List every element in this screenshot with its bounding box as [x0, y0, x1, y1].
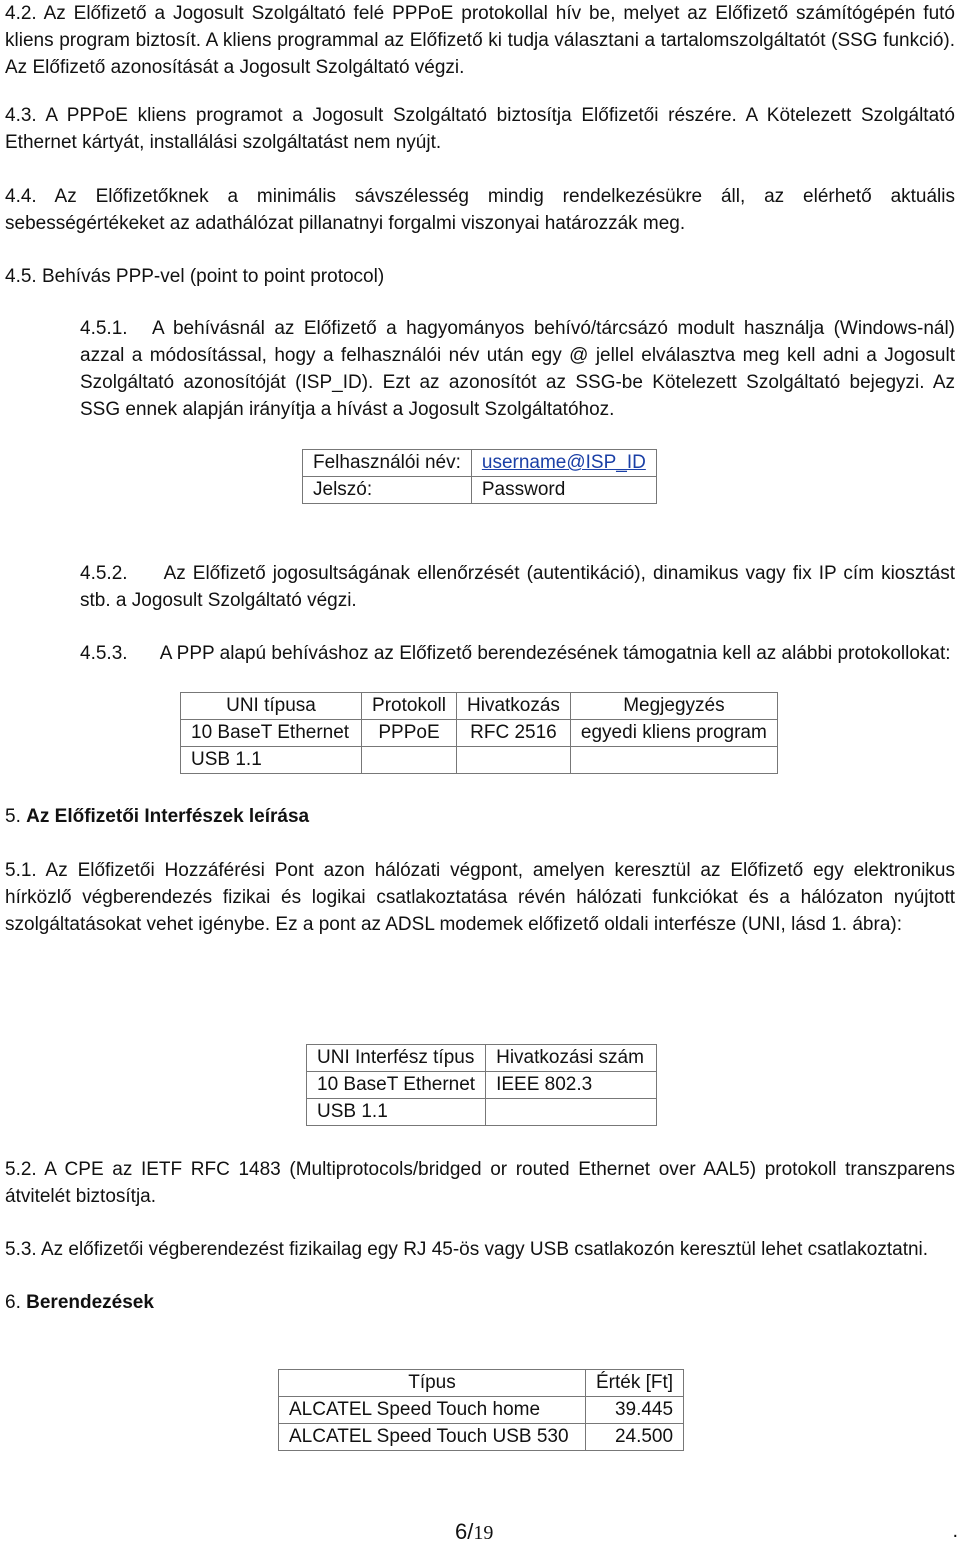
paragraph-number: 5.2.	[5, 1159, 37, 1180]
paragraph-4-5-3	[80, 640, 955, 667]
password-value: Password	[471, 477, 656, 504]
table-row	[181, 747, 778, 774]
paragraph-text: A PPP alapú behíváshoz az Előfizető berendezésének támogatnia kell az alábbi protokollokat:	[159, 643, 951, 664]
paragraph-number: 4.5.2.	[80, 563, 128, 584]
header-cell: Hivatkozási szám	[486, 1045, 657, 1072]
table-cell: 39.445	[586, 1397, 684, 1424]
section-5-heading	[5, 803, 955, 830]
paragraph-5-3	[5, 1236, 955, 1263]
paragraph-number: 5.1.	[5, 860, 37, 881]
table-cell: USB 1.1	[307, 1099, 486, 1126]
table-cell: RFC 2516	[457, 720, 571, 747]
header-cell: UNI Interfész típus	[307, 1045, 486, 1072]
paragraph-text: Az Előfizető jogosultságának ellenőrzését (autentikáció), dinamikus vagy fix IP cím kiosztást stb. a Jogosult Szolgáltató végzi.	[80, 563, 956, 611]
paragraph-5-1	[5, 857, 955, 938]
paragraph-5-2	[5, 1156, 955, 1210]
paragraph-number: 4.4.	[5, 186, 37, 207]
paragraph-number: 4.5.	[5, 266, 37, 287]
table-row	[303, 477, 657, 504]
heading-4-5	[5, 263, 955, 290]
paragraph-4-4	[5, 183, 955, 237]
paragraph-number: 4.3.	[5, 105, 37, 126]
table-row	[303, 450, 657, 477]
header-cell: Protokoll	[362, 693, 457, 720]
user-value	[471, 450, 656, 477]
heading-text: Behívás PPP-vel (point to point protocol)	[41, 266, 385, 287]
table-header-row	[181, 693, 778, 720]
table-row	[279, 1397, 684, 1424]
table-cell: egyedi kliens program	[570, 720, 777, 747]
table-cell: IEEE 802.3	[486, 1072, 657, 1099]
footer-dot: .	[952, 1520, 958, 1542]
protocol-table	[180, 692, 778, 774]
equipment-table	[278, 1369, 684, 1451]
paragraph-text: Az előfizetői végberendezést fizikailag egy RJ 45-ös vagy USB csatlakozón keresztül lehet csatlakoztatni.	[40, 1239, 929, 1260]
paragraph-text: Az Előfizetői Hozzáférési Pont azon hálózati végpont, amelyen keresztül az Előfizető egy elektronikus hírközlő végberendezés fizikai és logikai csatlakoztatása révén hálózati funkciókat és a hálózaton nyújtott szolgáltatásokat vehet igénybe. Ez a pont az ADSL modemek előfizető oldali interfésze (UNI, lásd 1. ábra):	[5, 860, 955, 935]
paragraph-4-5-1	[80, 315, 955, 423]
header-cell: UNI típusa	[181, 693, 362, 720]
section-title: Berendezések	[26, 1292, 154, 1313]
section-6-heading	[5, 1289, 955, 1316]
paragraph-number: 4.5.3.	[80, 643, 128, 664]
table-row	[307, 1072, 657, 1099]
header-cell: Típus	[279, 1370, 586, 1397]
password-label: Jelszó:	[303, 477, 472, 504]
table-cell: 10 BaseT Ethernet	[181, 720, 362, 747]
table-cell: ALCATEL Speed Touch home	[279, 1397, 586, 1424]
user-label: Felhasználói név:	[303, 450, 472, 477]
table-header-row	[307, 1045, 657, 1072]
paragraph-text: A behívásnál az Előfizető a hagyományos behívó/tárcsázó modult használja (Windows-nál) azzal a módosítással, hogy a felhasználói név után egy @ jellel elválasztva meg kell adni a Jogosult Szolgáltató azonosítóját (ISP_ID). Ezt az azonosítót az SSG-be Kötelezett Szolgáltató bejegyzi. Az SSG ennek alapján irányítja a hívást a Jogosult Szolgáltatóhoz.	[80, 318, 956, 420]
section-number: 5.	[5, 806, 21, 827]
header-cell: Megjegyzés	[570, 693, 777, 720]
table-cell	[457, 747, 571, 774]
header-cell: Érték [Ft]	[586, 1370, 684, 1397]
login-example-table	[302, 449, 657, 504]
paragraph-4-3	[5, 102, 955, 156]
uni-interface-table	[306, 1044, 657, 1126]
table-row	[307, 1099, 657, 1126]
paragraph-text: Az Előfizetőknek a minimális sávszélesség mindig rendelkezésükre áll, az elérhető aktuális sebességértékeket az adathálózat pillanatnyi forgalmi viszonyai határozzák meg.	[5, 186, 955, 234]
paragraph-number: 5.3.	[5, 1239, 37, 1260]
paragraph-4-2	[5, 0, 955, 81]
table-row	[279, 1424, 684, 1451]
header-cell: Hivatkozás	[457, 693, 571, 720]
table-cell: 10 BaseT Ethernet	[307, 1072, 486, 1099]
section-number: 6.	[5, 1292, 21, 1313]
table-cell: ALCATEL Speed Touch USB 530	[279, 1424, 586, 1451]
table-cell: USB 1.1	[181, 747, 362, 774]
paragraph-text: A CPE az IETF RFC 1483 (Multiprotocols/bridged or routed Ethernet over AAL5) protokoll transzparens átvitelét biztosítja.	[5, 1159, 955, 1207]
paragraph-4-5-2	[80, 560, 955, 614]
table-cell	[570, 747, 777, 774]
paragraph-number: 4.2.	[5, 3, 37, 24]
page-current: 6/	[455, 1519, 474, 1544]
paragraph-text: A PPPoE kliens programot a Jogosult Szolgáltató biztosítja Előfizetői részére. A Kötelezett Szolgáltató Ethernet kártyát, installálási szolgáltatást nem nyújt.	[5, 105, 955, 153]
section-title: Az Előfizetői Interfészek leírása	[26, 806, 310, 827]
username-link[interactable]: username@ISP_ID	[481, 452, 646, 473]
table-header-row	[279, 1370, 684, 1397]
page-total: 19	[473, 1522, 494, 1544]
table-cell	[362, 747, 457, 774]
paragraph-number: 4.5.1.	[80, 318, 128, 339]
table-row	[181, 720, 778, 747]
table-cell: PPPoE	[362, 720, 457, 747]
table-cell	[486, 1099, 657, 1126]
paragraph-text: Az Előfizető a Jogosult Szolgáltató felé PPPoE protokollal hív be, melyet az Előfizető számítógépén futó kliens program biztosít. A kliens programmal az Előfizető ki tudja választani a tartalomszolgáltatót (SSG funkció). Az Előfizető azonosítását a Jogosult Szolgáltató végzi.	[5, 3, 955, 78]
table-cell: 24.500	[586, 1424, 684, 1451]
